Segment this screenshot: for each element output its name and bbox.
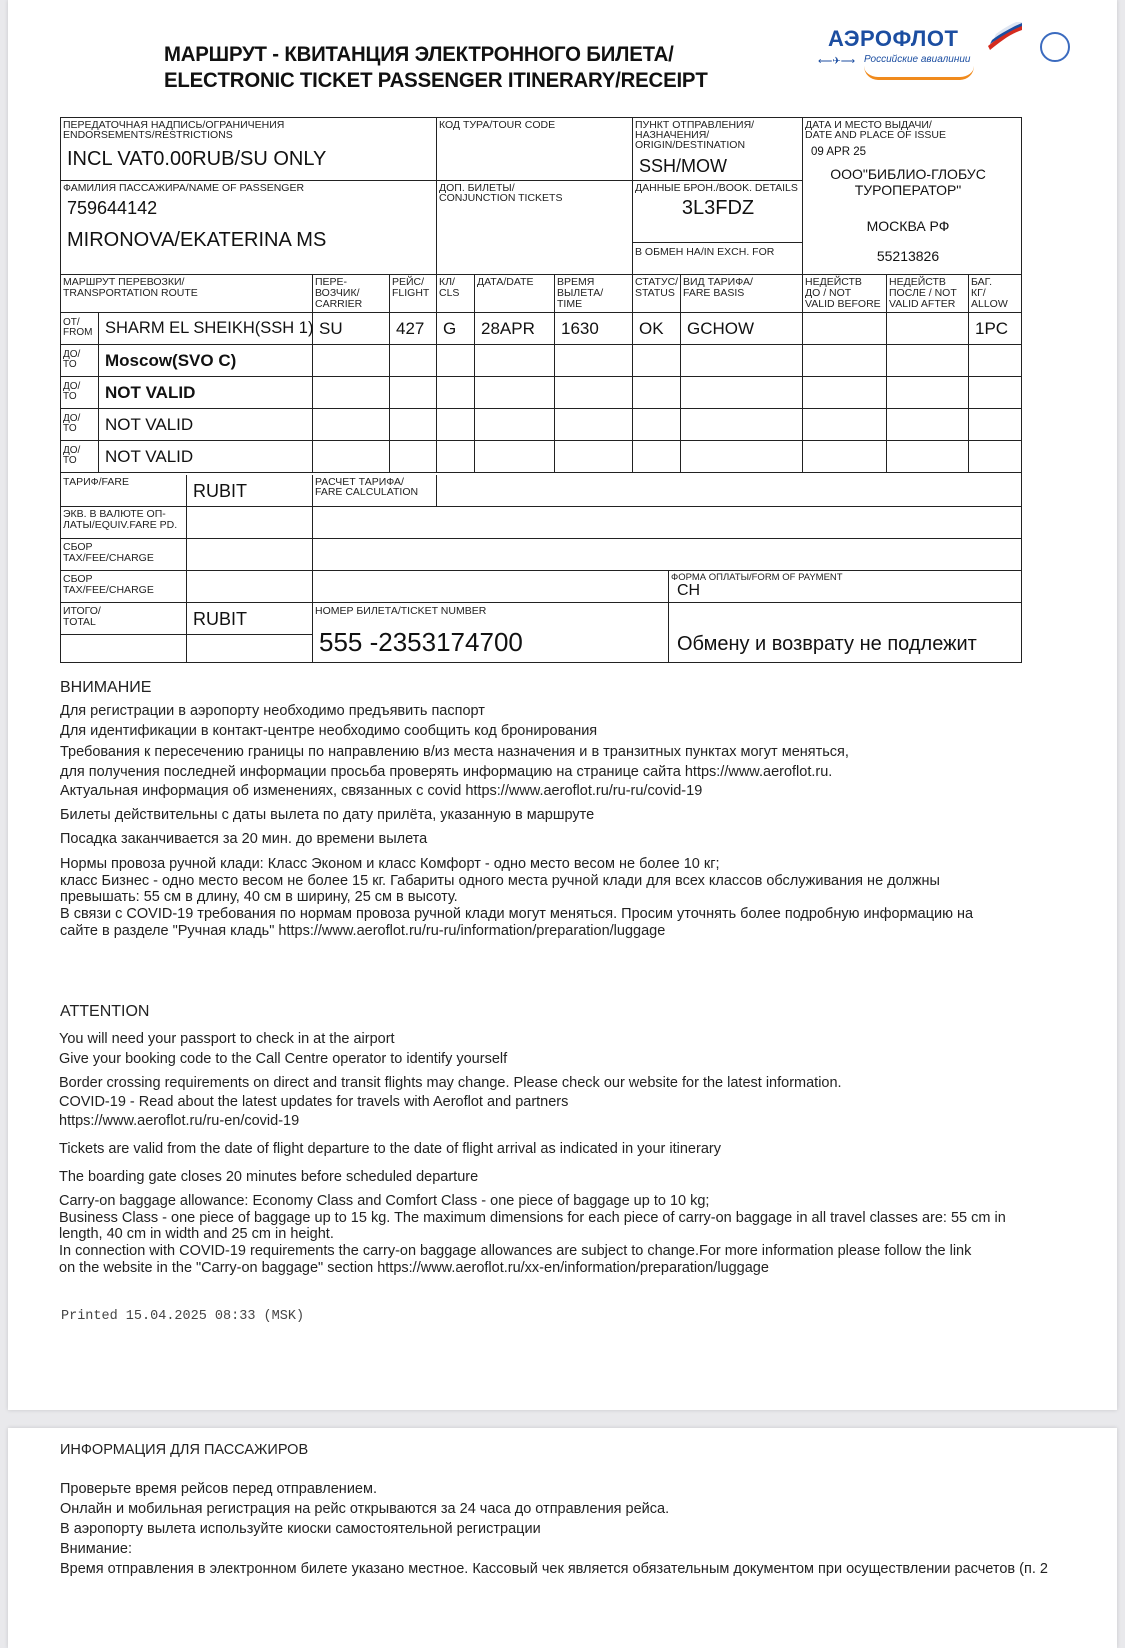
route-header-label: ALLOW	[971, 298, 1008, 310]
route-cell-flight	[390, 377, 437, 409]
printed-timestamp: Printed 15.04.2025 08:33 (MSK)	[61, 1309, 305, 1324]
passenger-label: ФАМИЛИЯ ПАССАЖИРА/NAME OF PASSENGER	[63, 182, 305, 194]
endorsements-cell	[61, 118, 437, 181]
route-value-flight: 427	[396, 319, 425, 338]
route-cell-status	[633, 345, 681, 377]
logo-swoosh	[864, 66, 974, 80]
title-ru: МАРШРУТ - КВИТАНЦИЯ ЭЛЕКТРОННОГО БИЛЕТА/	[164, 43, 674, 66]
route-row-place	[99, 377, 313, 409]
route-header-label: TIME	[557, 298, 583, 310]
notice-line: сайте в разделе "Ручная кладь" https://www.aeroflot.ru/ru-ru/information/preparation/luggage	[60, 923, 666, 939]
route-cell-cls	[437, 345, 475, 377]
fare-calc-label-1: РАСЧЕТ ТАРИФА/	[315, 476, 404, 488]
booking-code: 3L3FDZ	[681, 197, 755, 219]
route-header-label: ВРЕМЯ	[557, 276, 595, 288]
route-cell-flight	[390, 313, 437, 345]
notice-line: Carry-on baggage allowance: Economy Class and Comfort Class - one piece of baggage up to 10 kg;	[59, 1193, 710, 1209]
route-value-cls: G	[443, 319, 457, 338]
route-header-label: ВОЗЧИК/	[315, 287, 360, 299]
origin-destination-cell	[633, 118, 803, 181]
tax1-label-cell	[61, 539, 187, 571]
tour-code-cell	[437, 118, 633, 181]
route-cell-carrier	[313, 313, 390, 345]
route-value-time: 1630	[561, 319, 599, 338]
ticket-number-label: НОМЕР БИЛЕТА/TICKET NUMBER	[315, 605, 487, 617]
total-blank-2	[187, 635, 313, 663]
tax2-value-cell	[187, 571, 313, 603]
endorsements-label-en: ENDORSEMENTS/RESTRICTIONS	[63, 129, 233, 141]
route-place-value: NOT VALID	[105, 415, 194, 434]
notice-line: Border crossing requirements on direct and transit flights may change. Please check our website for the latest information.	[59, 1075, 842, 1091]
route-row-place	[99, 313, 313, 345]
skyteam-icon	[1040, 32, 1070, 62]
route-cell-nvb	[803, 377, 887, 409]
route-cell-status	[633, 409, 681, 441]
route-cell-status	[633, 441, 681, 473]
notice-line: on the website in the "Carry-on baggage" section https://www.aeroflot.ru/xx-en/information/preparation/luggage	[59, 1260, 769, 1276]
route-value-bag: 1PC	[975, 319, 1009, 338]
payment-value: CH	[677, 582, 701, 599]
route-header-label: STATUS	[635, 287, 675, 299]
route-cell-bag	[969, 377, 1021, 409]
route-cell-nva	[887, 409, 969, 441]
payment-cell	[669, 571, 1021, 603]
notice-line: Give your booking code to the Call Centre operator to identify yourself	[59, 1051, 508, 1067]
route-row-prefix-label: TO	[63, 455, 77, 466]
notice-line: In connection with COVID-19 requirements the carry-on baggage allowances are subject to change.For more information please follow the link	[59, 1243, 972, 1259]
route-cell-flight	[390, 345, 437, 377]
notice-line: Посадка заканчивается за 20 мин. до времени вылета	[60, 831, 428, 847]
route-cell-nva	[887, 313, 969, 345]
route-header-label: TRANSPORTATION ROUTE	[63, 287, 198, 299]
issuer-name-1: ООО"БИБЛИО-ГЛОБУС	[830, 166, 986, 182]
total-blank-1	[61, 635, 187, 663]
route-value-carrier: SU	[319, 319, 343, 338]
exchange-label: В ОБМЕН НА/IN EXCH. FOR	[635, 246, 775, 258]
route-header-label: ПЕРЕ-	[315, 276, 348, 288]
route-row-prefix-label: TO	[63, 359, 77, 370]
route-cell-time	[555, 409, 633, 441]
notice-line: Онлайн и мобильная регистрация на рейс открываются за 24 часа до отправления рейса.	[60, 1501, 670, 1517]
route-value-date: 28APR	[481, 319, 535, 338]
route-cell-time	[555, 377, 633, 409]
fare-calc-label-cell	[313, 475, 437, 507]
document-title	[164, 42, 708, 94]
passenger-id: 759644142	[67, 198, 158, 218]
logo-subtitle: Российские авиалинии	[864, 54, 971, 65]
route-cell-cls	[437, 441, 475, 473]
route-header-time	[555, 275, 633, 313]
ticket-number-cell	[313, 603, 669, 663]
route-row-prefix-label: ДО/	[63, 349, 81, 360]
route-header-label: VALID AFTER	[889, 298, 956, 310]
fare-value-cell	[187, 475, 313, 507]
route-header-label: ПОСЛЕ / NOT	[889, 287, 957, 299]
conjunction-cell	[437, 181, 633, 275]
origin-dest-label-1: ПУНКТ ОТПРАВЛЕНИЯ/	[635, 119, 755, 131]
route-header-carrier	[313, 275, 390, 313]
route-place-value: NOT VALID	[105, 447, 194, 466]
route-header-label: НЕДЕЙСТВ	[805, 276, 862, 288]
route-header-label: ДАТА/DATE	[477, 276, 534, 288]
notice-line: Для регистрации в аэропорту необходимо предъявить паспорт	[60, 703, 485, 719]
origin-destination-value: SSH/MOW	[639, 156, 727, 176]
route-cell-date	[475, 441, 555, 473]
route-cell-fare-basis	[681, 345, 803, 377]
ticket-grid	[60, 117, 1022, 663]
non-refundable-note: Обмену и возврату не подлежит	[677, 633, 977, 655]
route-cell-nvb	[803, 345, 887, 377]
exchange-cell	[633, 243, 803, 275]
issuer-city: МОСКВА РФ	[866, 218, 950, 234]
endorsements-value: INCL VAT0.00RUB/SU ONLY	[67, 148, 327, 170]
route-header-route	[61, 275, 313, 313]
notice-en-heading: ATTENTION	[60, 1003, 150, 1020]
route-cell-nva	[887, 377, 969, 409]
notice-line: Внимание:	[60, 1541, 133, 1557]
route-row-place	[99, 441, 313, 473]
route-row-prefix	[61, 313, 99, 345]
route-cell-nva	[887, 345, 969, 377]
tax2-label-1: СБОР	[63, 573, 93, 585]
notice-line: You will need your passport to check in at the airport	[59, 1031, 395, 1047]
route-cell-fare-basis	[681, 441, 803, 473]
route-cell-nva	[887, 441, 969, 473]
route-row-prefix	[61, 377, 99, 409]
route-cell-fare-basis	[681, 313, 803, 345]
passenger-name: MIRONOVA/EKATERINA MS	[67, 229, 327, 251]
route-cell-cls	[437, 313, 475, 345]
route-header-flight	[390, 275, 437, 313]
conjunction-label-1: ДОП. БИЛЕТЫ/	[439, 182, 515, 194]
route-cell-nvb	[803, 409, 887, 441]
route-header-label: БАГ.	[971, 276, 992, 288]
notice-line: Нормы провоза ручной клади: Класс Эконом и класс Комфорт - одно место весом не более 10 кг;	[60, 856, 720, 872]
logo-brand: АЭРОФЛОТ	[828, 26, 959, 51]
tax1-label-1: СБОР	[63, 541, 93, 553]
issue-cell	[803, 118, 1021, 275]
route-header-fare-basis	[681, 275, 803, 313]
route-row-prefix-label: ДО/	[63, 381, 81, 392]
notice-line: length, 40 cm in width and 25 cm in height.	[59, 1226, 334, 1242]
ticket-page-2	[8, 1428, 1117, 1648]
notice-line: https://www.aeroflot.ru/ru-en/covid-19	[59, 1113, 300, 1129]
route-header-date	[475, 275, 555, 313]
route-cell-nvb	[803, 441, 887, 473]
fare-label-cell	[61, 475, 187, 507]
route-row-prefix-label: FROM	[63, 327, 93, 338]
route-header-status	[633, 275, 681, 313]
route-row-place	[99, 345, 313, 377]
route-header-label: FARE BASIS	[683, 287, 745, 299]
tax1-blank-cell	[313, 539, 1021, 571]
aeroflot-wings-icon: ⟵✈⟶	[818, 56, 856, 67]
total-label-2: TOTAL	[63, 616, 96, 628]
notice-line: Актуальная информация об изменениях, связанных с covid https://www.aeroflot.ru/ru-ru/covid-19	[60, 783, 703, 799]
notice-line: Время отправления в электронном билете указано местное. Кассовый чек является обязательным документом при осуществлении расчетов (п. 2	[60, 1561, 1048, 1577]
notice-line: превышать: 55 см в длину, 40 см в ширину, 25 см в высоту.	[60, 889, 458, 905]
route-cell-time	[555, 441, 633, 473]
notice-line: Билеты действительны с даты вылета по дату прилёта, указанную в маршруте	[60, 807, 595, 823]
conjunction-label-2: CONJUNCTION TICKETS	[439, 192, 563, 204]
route-row-prefix-label: TO	[63, 391, 77, 402]
route-header-label: ДО / NOT	[805, 287, 852, 299]
fare-label: ТАРИФ/FARE	[63, 476, 129, 488]
tax1-value-cell	[187, 539, 313, 571]
route-place-value: SHARM EL SHEIKH(SSH 1)	[105, 319, 314, 337]
notice-ru-heading: ВНИМАНИЕ	[60, 679, 152, 696]
tour-code-label: КОД ТУРА/TOUR CODE	[439, 119, 556, 131]
route-header-label: СТАТУС/	[635, 276, 679, 288]
route-row-prefix-label: ДО/	[63, 445, 81, 456]
route-cell-bag	[969, 441, 1021, 473]
route-row-prefix-label: ДО/	[63, 413, 81, 424]
route-header-label: CLS	[439, 287, 460, 299]
route-header-label: ВИД ТАРИФА/	[683, 276, 753, 288]
route-cell-status	[633, 377, 681, 409]
issuer-code: 55213826	[876, 248, 940, 264]
fare-calc-label-2: FARE CALCULATION	[315, 486, 419, 498]
route-cell-date	[475, 409, 555, 441]
route-cell-carrier	[313, 345, 390, 377]
route-place-value: Moscow(SVO C)	[105, 351, 237, 370]
issuer-name-2: ТУРОПЕРАТОР"	[854, 182, 962, 198]
equiv-label-2: ЛАТЫ/EQUIV.FARE PD.	[63, 519, 178, 531]
route-cell-bag	[969, 345, 1021, 377]
route-row-place	[99, 409, 313, 441]
route-header-label: НЕДЕЙСТВ	[889, 276, 946, 288]
issue-label-2: DATE AND PLACE OF ISSUE	[805, 129, 947, 141]
route-row-prefix-label: TO	[63, 423, 77, 434]
route-cell-bag	[969, 313, 1021, 345]
route-row-prefix	[61, 409, 99, 441]
route-header-label: КГ/	[971, 287, 986, 299]
route-cell-carrier	[313, 409, 390, 441]
tax2-label-cell	[61, 571, 187, 603]
notice-line: Tickets are valid from the date of flight departure to the date of flight arrival as indicated in your itinerary	[59, 1141, 721, 1157]
route-header-nva	[887, 275, 969, 313]
route-cell-cls	[437, 409, 475, 441]
aeroflot-logo	[818, 22, 1078, 82]
route-cell-nvb	[803, 313, 887, 345]
route-cell-flight	[390, 441, 437, 473]
route-cell-status	[633, 313, 681, 345]
notice-line: Business Class - one piece of baggage up to 15 kg. The maximum dimensions for each piece of carry-on baggage in all travel classes are: 55 cm in	[59, 1210, 1006, 1226]
route-value-status: OK	[639, 319, 664, 338]
tax2-blank-cell	[313, 571, 669, 603]
route-cell-time	[555, 313, 633, 345]
equiv-blank-cell	[313, 507, 1021, 539]
equiv-value-cell	[187, 507, 313, 539]
ticket-page-1	[8, 0, 1117, 1410]
fare-calc-value-cell	[437, 475, 1021, 507]
non-refundable-cell	[669, 603, 1021, 663]
issue-label-1: ДАТА И МЕСТО ВЫДАЧИ/	[805, 119, 932, 131]
total-label-cell	[61, 603, 187, 635]
route-row-prefix	[61, 441, 99, 473]
route-cell-fare-basis	[681, 377, 803, 409]
russian-flag-icon	[986, 22, 1024, 50]
notice-line: В аэропорту вылета используйте киоски самостоятельной регистрации	[60, 1521, 541, 1537]
route-row-prefix	[61, 345, 99, 377]
notice-line: Требования к пересечению границы по направлению в/из места назначения и в транзитных пунктах могут меняться,	[60, 744, 849, 760]
title-en: ELECTRONIC TICKET PASSENGER ITINERARY/RECEIPT	[164, 69, 708, 92]
tax1-label-2: TAX/FEE/CHARGE	[63, 552, 154, 564]
route-cell-carrier	[313, 441, 390, 473]
notice-line: В связи с COVID-19 требования по нормам провоза ручной клади могут меняться. Просим уточнять более подробную информацию на	[60, 906, 974, 922]
notice-line: Проверьте время рейсов перед отправлением.	[60, 1481, 377, 1497]
route-row-prefix-label: ОТ/	[63, 317, 80, 328]
booking-cell	[633, 181, 803, 243]
route-header-label: КЛ/	[439, 276, 455, 288]
route-header-cls	[437, 275, 475, 313]
equiv-label-1: ЭКВ. В ВАЛЮТЕ ОП-	[63, 508, 166, 520]
origin-dest-label-2: НАЗНАЧЕНИЯ/	[635, 129, 710, 141]
fare-value: RUBIT	[193, 481, 247, 501]
endorsements-label-ru: ПЕРЕДАТОЧНАЯ НАДПИСЬ/ОГРАНИЧЕНИЯ	[63, 119, 285, 131]
route-header-bag	[969, 275, 1021, 313]
notice-line: Для идентификации в контакт-центре необходимо сообщить код бронирования	[60, 723, 598, 739]
issue-date: 09 APR 25	[811, 146, 866, 158]
payment-label: ФОРМА ОПЛАТЫ/FORM OF PAYMENT	[671, 572, 843, 583]
route-cell-date	[475, 345, 555, 377]
route-header-label: МАРШРУТ ПЕРЕВОЗКИ/	[63, 276, 185, 288]
route-cell-time	[555, 345, 633, 377]
route-cell-date	[475, 377, 555, 409]
notice-line: The boarding gate closes 20 minutes before scheduled departure	[59, 1169, 479, 1185]
page2-heading: ИНФОРМАЦИЯ ДЛЯ ПАССАЖИРОВ	[60, 1442, 309, 1458]
notice-line: класс Бизнес - одно место весом не более 15 кг. Габариты одного места ручной клади для всех классов обслуживания не должны	[60, 873, 940, 889]
route-cell-cls	[437, 377, 475, 409]
notice-line: для получения последней информации просьба проверять информацию на странице сайта https://www.aeroflot.ru.	[60, 764, 833, 780]
route-header-label: FLIGHT	[392, 287, 430, 299]
route-cell-date	[475, 313, 555, 345]
total-label-1: ИТОГО/	[63, 605, 101, 617]
route-cell-bag	[969, 409, 1021, 441]
route-header-nvb	[803, 275, 887, 313]
total-value: RUBIT	[193, 609, 247, 629]
ticket-number: 555 -2353174700	[319, 627, 523, 657]
booking-label: ДАННЫЕ БРОН./BOOK. DETAILS	[635, 182, 798, 194]
route-value-fare-basis: GCHOW	[687, 319, 755, 338]
total-value-cell	[187, 603, 313, 635]
route-cell-flight	[390, 409, 437, 441]
route-header-label: VALID BEFORE	[805, 298, 881, 310]
passenger-cell	[61, 181, 437, 275]
notice-line: COVID-19 - Read about the latest updates for travels with Aeroflot and partners	[59, 1094, 569, 1110]
route-header-label: РЕЙС/	[392, 276, 425, 288]
origin-dest-label-3: ORIGIN/DESTINATION	[635, 139, 746, 151]
route-header-label: CARRIER	[315, 298, 363, 310]
route-place-value: NOT VALID	[105, 383, 196, 402]
route-cell-fare-basis	[681, 409, 803, 441]
equiv-label-cell	[61, 507, 187, 539]
route-cell-carrier	[313, 377, 390, 409]
route-header-label: ВЫЛЕТА/	[557, 287, 604, 299]
tax2-label-2: TAX/FEE/CHARGE	[63, 584, 154, 596]
